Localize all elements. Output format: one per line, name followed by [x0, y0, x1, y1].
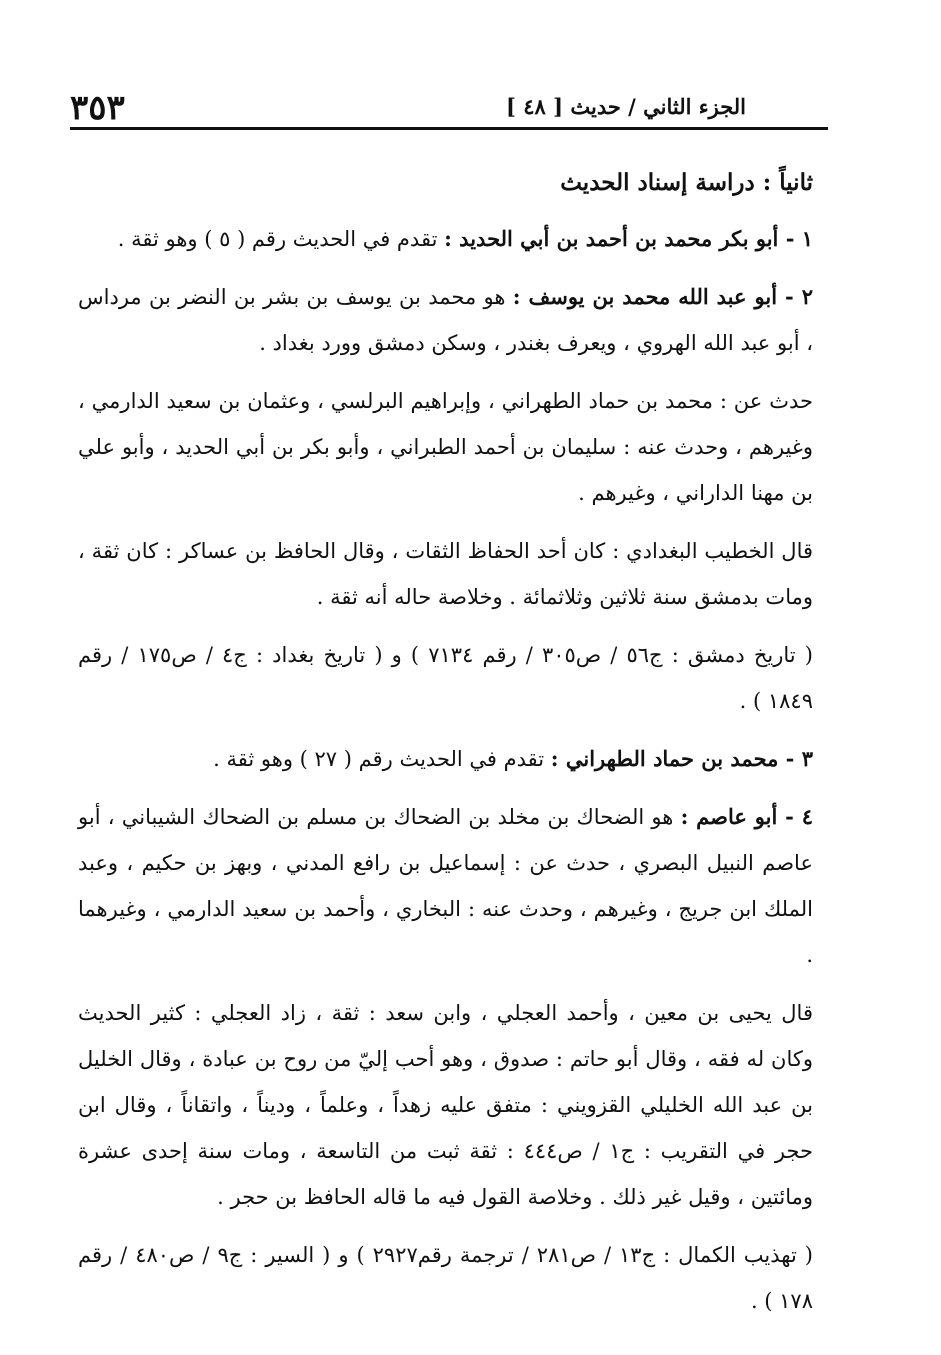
narrator-name: ٤ - أبو عاصم : [680, 804, 814, 829]
section-heading: ثانياً : دراسة إسناد الحديث [560, 169, 813, 196]
narrator-grading: قال يحيى بن معين ، وأحمد العجلي ، وابن سعد : ثقة ، زاد العجلي : كثير الحديث وكان له فقه ، وقال أبو حاتم : صدوق ، وهو أحب إليّ من روح بن عبادة ، وقال الخليل بن عبد الله الخليلي القزويني : متفق عليه زهداً ، وعلماً ، وديناً ، واتقاناً ، وقال ابن حجر في التقريب : ج١ / ص٤٤٤ : ثقة ثبت من التاسعة ، ومات سنة إحدى عشرة ومائتين ، وقيل غير ذلك . وخلاصة القول فيه ما قاله الحافظ بن حجر . [78, 1001, 813, 1209]
entry-text: هو الضحاك بن مخلد بن الضحاك بن مسلم بن الضحاك الشيباني ، أبو عاصم النبيل البصري ، حدث عن : إسماعيل بن رافع المدني ، وبهز بن حكيم ، وعبد الملك ابن جريج ، وغيرهم ، وحدث عنه : البخاري ، وأحمد بن سعيد الدارمي ، وغيرهما . [78, 805, 813, 967]
narrator-entry-1 [78, 216, 813, 262]
narrator-teachers-students: حدث عن : محمد بن حماد الطهراني ، وإبراهيم البرلسي ، وعثمان بن سعيد الدارمي ، وغيرهم ، وحدث عنه : سليمان بن أحمد الطبراني ، وأبو بكر بن أبي الحديد ، وأبو علي بن مهنا الداراني ، وغيرهم . [78, 389, 813, 505]
running-title: الجزء الثاني / حديث [ ٤٨ ] [505, 94, 746, 119]
source-reference: ( تهذيب الكمال : ج١٣ / ص٢٨١ / ترجمة رقم٢٩٢٧ ) و ( السير : ج٩ / ص٤٨٠ / رقم ١٧٨ ) . [78, 1243, 813, 1313]
page-number: ٣٥٣ [70, 88, 125, 128]
source-reference: ( تاريخ دمشق : ج٥٦ / ص٣٠٥ / رقم ٧١٣٤ ) و ( تاريخ بغداد : ج٤ / ص١٧٥ / رقم ١٨٤٩ ) . [78, 643, 813, 713]
narrator-entry-2 [78, 274, 813, 366]
page-header [70, 88, 826, 128]
narrator-entry-4 [78, 794, 813, 978]
entry-text: تقدم في الحديث رقم ( ٥ ) وهو ثقة . [117, 227, 445, 251]
main-text [78, 160, 813, 1336]
narrator-name: ٢ - أبو عبد الله محمد بن يوسف : [512, 284, 813, 309]
narrator-grading: قال الخطيب البغدادي : كان أحد الحفاظ الثقات ، وقال الحافظ بن عساكر : كان ثقة ، ومات بدمشق سنة ثلاثين وثلاثمائة . وخلاصة حاله أنه ثقة . [78, 539, 813, 609]
header-rule [70, 127, 828, 130]
entry-text: تقدم في الحديث رقم ( ٢٧ ) وهو ثقة . [213, 747, 551, 771]
narrator-entry-3 [78, 736, 813, 782]
narrator-name: ٣ - محمد بن حماد الطهراني : [550, 746, 813, 771]
entry-text: هو محمد بن يوسف بن بشر بن النضر بن مرداس ، أبو عبد الله الهروي ، ويعرف بغندر ، وسكن دمشق وورد بغداد . [78, 285, 813, 355]
narrator-name: ١ - أبو بكر محمد بن أحمد بن أبي الحديد : [444, 226, 813, 251]
